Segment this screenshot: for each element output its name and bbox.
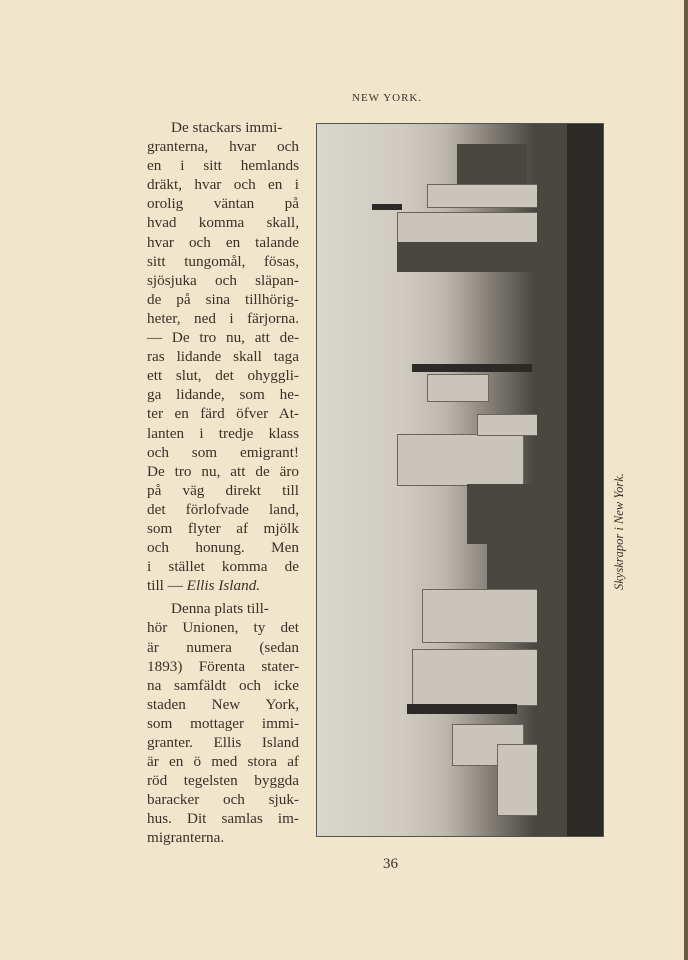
text-line: som flyter af mjölk: [147, 519, 299, 537]
text-line: hvad komma skall,: [147, 214, 299, 232]
text-line: röd tegelsten byggda: [147, 772, 299, 790]
text-line: De tro nu, att de äro: [147, 462, 299, 480]
text-line: ga lidande, som he-: [147, 386, 299, 404]
page-number: 36: [383, 856, 398, 872]
skyscraper-photo: [316, 123, 604, 837]
photo-caption: Skyskrapor i New York.: [612, 473, 626, 590]
body-text: [147, 118, 299, 848]
text-line: på väg direkt till: [147, 481, 299, 499]
text-span: till —: [147, 577, 183, 595]
text-line: granter. Ellis Island: [147, 734, 299, 751]
running-header: NEW YORK.: [352, 92, 423, 104]
text-line: dräkt, hvar och en i: [147, 176, 299, 194]
text-line: orolig väntan på: [147, 195, 299, 213]
text-line: hör Unionen, ty det: [147, 619, 299, 637]
text-line: De stackars immi-: [171, 119, 283, 136]
text-line: — De tro nu, att de-: [147, 329, 299, 347]
text-line: de på sina tillhörig-: [147, 290, 299, 308]
text-line: [147, 576, 299, 595]
text-line: hus. Dit samlas im-: [147, 810, 299, 828]
text-line: i stället komma de: [147, 558, 299, 576]
text-line: ras lidande skall taga: [147, 348, 299, 366]
text-line: hvar och en talande: [147, 233, 299, 251]
text-line: lanten i tredje klass: [147, 424, 299, 442]
text-line: heter, ned i färjorna.: [147, 309, 299, 327]
page-edge: [684, 0, 688, 960]
text-line: och som emigrant!: [147, 443, 299, 461]
text-line: det förlofvade land,: [147, 500, 299, 518]
text-line: granterna, hvar och: [147, 138, 299, 156]
text-line: baracker och sjuk-: [147, 791, 299, 809]
text-line: och honung. Men: [147, 539, 299, 557]
text-line: är numera (sedan: [147, 638, 299, 656]
text-line: migranterna.: [147, 829, 225, 847]
text-line: 1893) Förenta stater-: [147, 657, 299, 675]
text-line: en i sitt hemlands: [147, 157, 299, 175]
text-line: na samfäldt och icke: [147, 676, 299, 694]
text-line: ett slut, det ohyggli-: [147, 367, 299, 385]
text-line: sjösjuka och släpan-: [147, 271, 299, 289]
text-line: som mottager immi-: [147, 714, 299, 732]
text-line: staden New York,: [147, 695, 299, 713]
text-line: sitt tungomål, fösas,: [147, 252, 299, 270]
text-line: Denna plats till-: [171, 600, 269, 618]
text-line: är en ö med stora af: [147, 753, 299, 771]
text-line: ter en färd öfver At-: [147, 405, 299, 423]
italic-place-name: Ellis Island.: [186, 577, 261, 595]
